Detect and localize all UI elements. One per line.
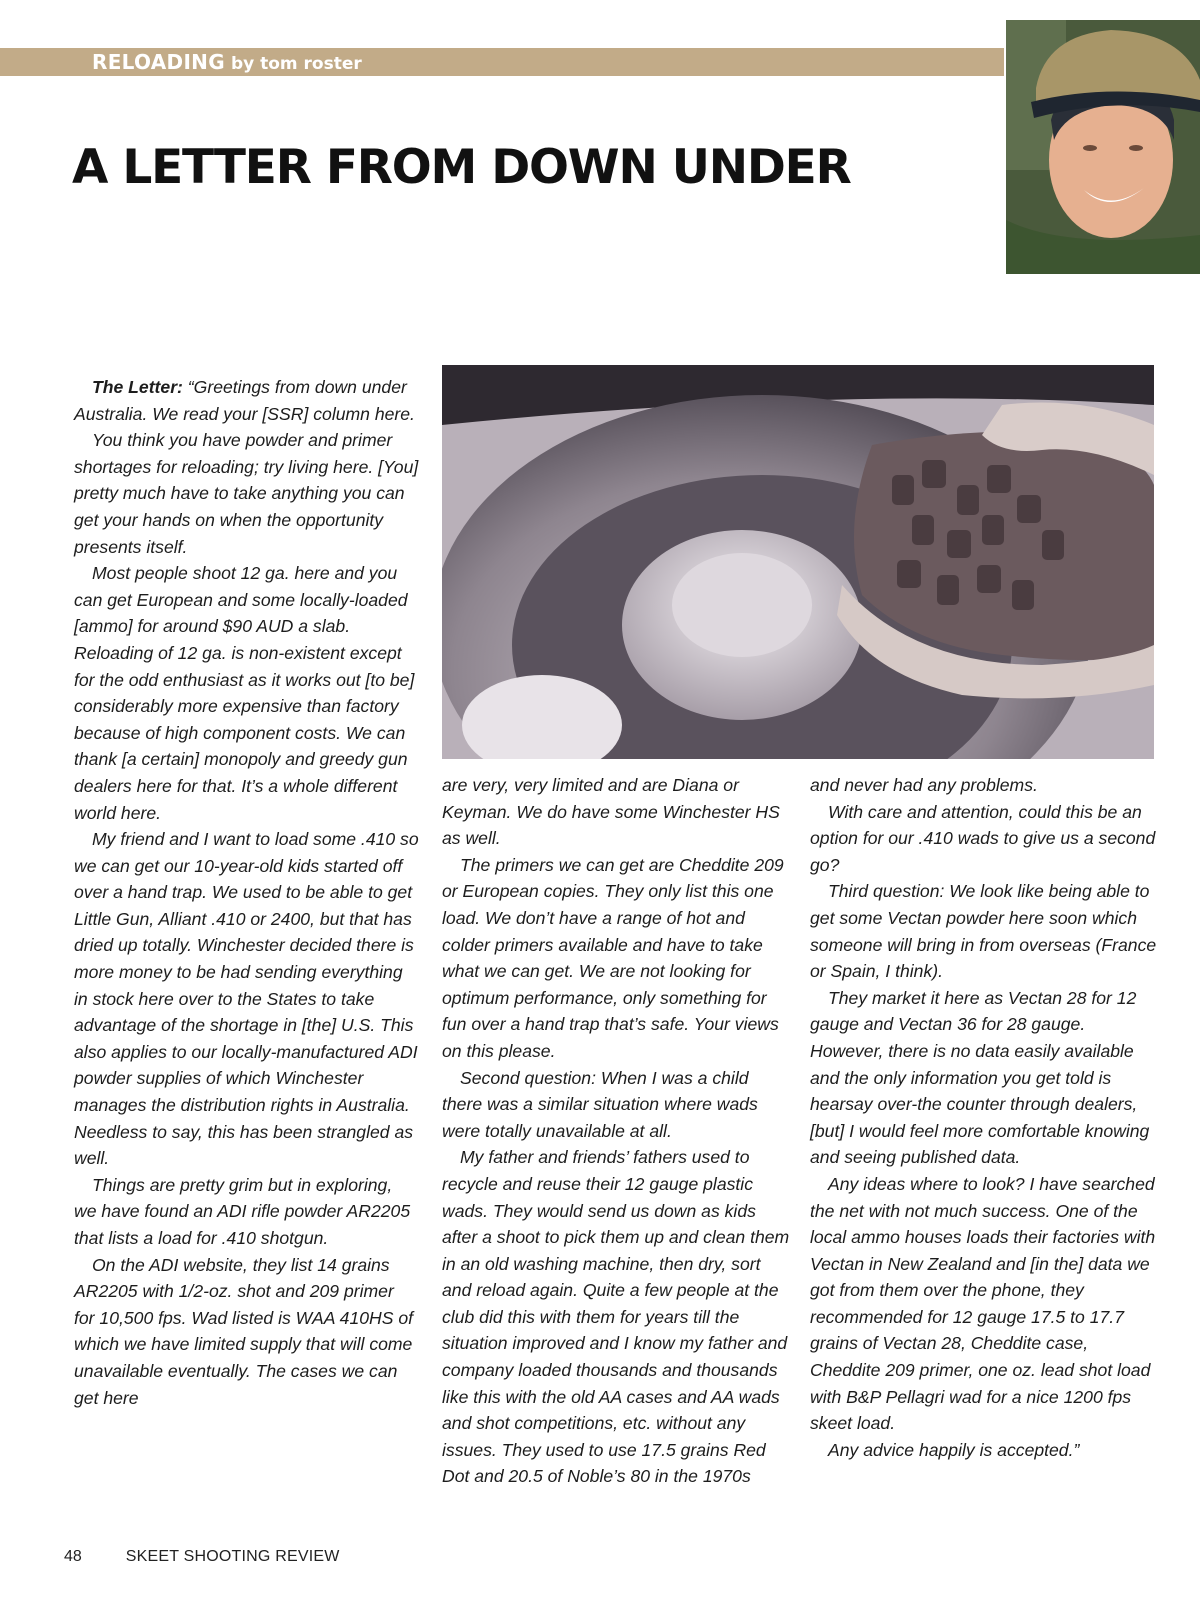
lead-label: The Letter: (92, 377, 183, 397)
paragraph: You think you have powder and primer shortages for reloading; try living here. [You] pretty much have to take anything you can get your hands on when the opportunity presents itself. (74, 430, 419, 557)
paragraph: They market it here as Vectan 28 for 12 gauge and Vectan 36 for 28 gauge. However, there is no data easily available and the only information you get told is hearsay over-the counter through dealers, [but] I would feel more comfortable knowing and seeing published data. (810, 987, 1150, 1168)
paragraph (74, 374, 419, 427)
paragraph: Third question: We look like being able to get some Vectan powder here soon which someone will bring in from overseas (France or Spain, I think). (810, 881, 1157, 982)
paragraph: Things are pretty grim but in exploring, we have found an ADI rifle powder AR2205 that lists a load for .410 shotgun. (74, 1174, 411, 1248)
paragraph: Second question: When I was a child there was a similar situation where wads were totally unavailable at all. (442, 1067, 758, 1141)
article-column-3 (810, 772, 1160, 1463)
paragraph: My father and friends’ fathers used to recycle and reuse their 12 gauge plastic wads. They would send us down as kids after a shoot to pick them up and clean them in an old washing machine, then dry, sort and reload again. Quite a few people at the club did this with them for years till the situation improved and I know my father and company loaded thousands and thousands like this with the old AA cases and AA wads and shot competitions, etc. without any issues. They used to use 17.5 grains Red Dot and 20.5 of Noble’s 80 in the 1970s (442, 1147, 790, 1487)
paragraph: With care and attention, could this be an option for our .410 wads to give us a second go? (810, 801, 1156, 875)
section-name: RELOADING (92, 50, 225, 74)
paragraph: My friend and I want to load some .410 so we can get our 10-year-old kids started off over a hand trap. We used to be able to get Little Gun, Alliant .410 or 2400, but that has dried up totally. Winchester decided there is more money to be had sending everything in stock here over to the States to take advantage of the shortage in [the] U.S. This also applies to our locally-manufactured ADI powder supplies of which Winchester manages the distribution rights in Australia. Needless to say, this has been strangled as well. (74, 829, 419, 1169)
article-column-2 (442, 772, 790, 1490)
byline: by tom roster (230, 54, 362, 74)
page-number: 48 (64, 1548, 82, 1565)
publication-name: SKEET SHOOTING REVIEW (125, 1548, 340, 1565)
section-label (92, 50, 362, 76)
paragraph: The primers we can get are Cheddite 209 or European copies. They only list this one load. We don’t have a range of hot and colder primers available and have to take what we can get. We are not looking for optimum performance, only something for fun over a hand trap that’s safe. Your views on this please. (442, 854, 784, 1061)
paragraph: are very, very limited and are Diana or Keyman. We do have some Winchester HS as well. (442, 775, 780, 849)
paragraph: Any advice happily is accepted.” (828, 1439, 1080, 1460)
author-photo (1006, 20, 1200, 274)
paragraph: Any ideas where to look? I have searched the net with not much success. One of the local ammo houses loads their factories with Vectan in New Zealand and [in the] data we got from them over the phone, they recommended for 12 gauge 17.5 to 17.7 grains of Vectan 28, Cheddite case, Cheddite 209 primer, one oz. lead shot load with B&P Pellagri wad for a nice 1200 fps skeet load. (810, 1173, 1156, 1434)
paragraph: and never had any problems. (810, 775, 1038, 795)
washing-machine-wads-photo (442, 365, 1154, 759)
paragraph-text: “Greetings from down under Australia. We read your [SSR] column here. (74, 377, 415, 424)
paragraph: On the ADI website, they list 14 grains AR2205 with 1/2-oz. shot and 209 primer for 10,500 fps. Wad listed is WAA 410HS of which we have limited supply that will come unavailable eventually. The cases we can get here (74, 1254, 414, 1408)
article-column-1 (74, 374, 419, 1411)
paragraph: Most people shoot 12 ga. here and you can get European and some locally-loaded [ammo] for around $90 AUD a slab. Reloading of 12 ga. is non-existent except for the odd enthusiast as it works out [to be] considerably more expensive than factory because of high component costs. We can thank [a certain] monopoly and greedy gun dealers here for that. It’s a whole different world here. (74, 563, 415, 823)
page-footer (64, 1548, 340, 1566)
article-headline: A LETTER FROM DOWN UNDER (72, 140, 851, 195)
